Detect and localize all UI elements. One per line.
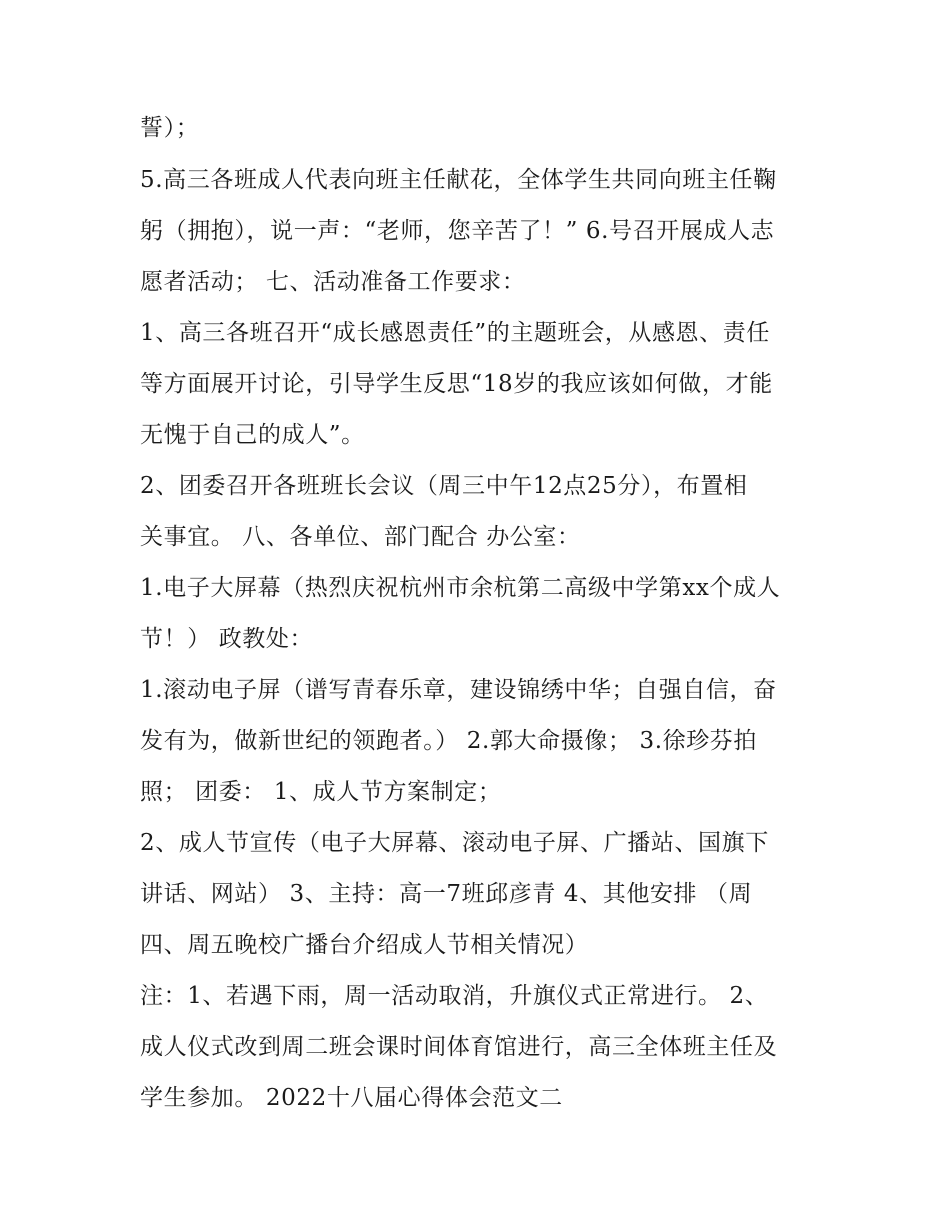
text-line: 5.高三各班成人代表向班主任献花，全体学生共同向班主任鞠 bbox=[140, 167, 777, 193]
text-line: 节！） 政教处： bbox=[140, 626, 314, 652]
text-line: 讲话、网站） 3、主持：高一7班邱彦青 4、其他安排 （周 bbox=[140, 881, 753, 907]
text-line: 成人仪式改到周二班会课时间体育馆进行，高三全体班主任及 bbox=[140, 1034, 778, 1060]
text-line: 照； 团委： 1、成人节方案制定； bbox=[140, 779, 502, 805]
text-line: 2、团委召开各班班长会议（周三中午12点25分），布置相 bbox=[140, 473, 748, 499]
text-line: 等方面展开讨论，引导学生反思“18岁的我应该如何做，才能 bbox=[140, 371, 773, 397]
text-line: 愿者活动； 七、活动准备工作要求： bbox=[140, 269, 526, 295]
text-line: 1、高三各班召开“成长感恩责任”的主题班会，从感恩、责任 bbox=[140, 320, 770, 346]
text-line: 2、成人节宣传（电子大屏幕、滚动电子屏、广播站、国旗下 bbox=[140, 830, 769, 856]
text-line: 1.电子大屏幕（热烈庆祝杭州市余杭第二高级中学第xx个成人 bbox=[140, 575, 781, 601]
text-line: 躬（拥抱），说一声：“老师，您辛苦了！” 6.号召开展成人志 bbox=[140, 218, 775, 244]
text-line: 发有为，做新世纪的领跑者。） 2.郭大命摄像； 3.徐珍芬拍 bbox=[140, 728, 758, 754]
text-line: 誓）； bbox=[140, 115, 200, 141]
text-line: 注：1、若遇下雨，周一活动取消，升旗仪式正常进行。 2、 bbox=[140, 983, 769, 1009]
text-line: 1.滚动电子屏（谱写青春乐章，建设锦绣中华；自强自信，奋 bbox=[140, 677, 777, 703]
text-line: 关事宜。 八、各单位、部门配合 办公室： bbox=[140, 524, 581, 550]
text-line: 四、周五晚校广播台介绍成人节相关情况） bbox=[140, 932, 589, 958]
text-line: 学生参加。 2022十八届心得体会范文二 bbox=[140, 1085, 563, 1111]
text-line: 无愧于自己的成人”。 bbox=[140, 422, 365, 448]
